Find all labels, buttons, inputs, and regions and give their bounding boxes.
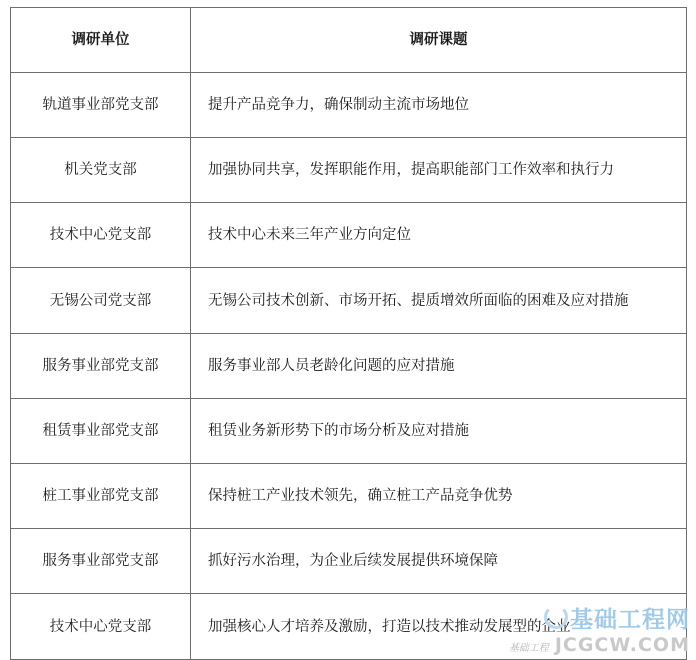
research-topic-cell: 加强协同共享，发挥职能作用，提高职能部门工作效率和执行力: [191, 138, 687, 203]
table-row: [11, 529, 687, 594]
cut-off-top-text: [0, 0, 696, 6]
watermark-brand-sub: 基础工程: [508, 643, 549, 654]
research-unit-cell: 服务事业部党支部: [11, 529, 191, 594]
header-research-topic: 调研课题: [191, 8, 687, 73]
table-row: [11, 268, 687, 334]
table-row: [11, 594, 687, 660]
research-unit-cell: 服务事业部党支部: [11, 334, 191, 399]
research-unit-cell: 技术中心党支部: [11, 594, 191, 660]
research-topic-cell: 技术中心未来三年产业方向定位: [191, 203, 687, 268]
watermark-brand-cn: 基础工程网: [570, 607, 690, 633]
research-topic-cell: 服务事业部人员老龄化问题的应对措施: [191, 334, 687, 399]
header-research-unit: 调研单位: [11, 8, 191, 73]
table-row: [11, 464, 687, 529]
research-unit-cell: 租赁事业部党支部: [11, 399, 191, 464]
research-unit-cell: 技术中心党支部: [11, 203, 191, 268]
research-topic-cell: 抓好污水治理，为企业后续发展提供环境保障: [191, 529, 687, 594]
table-row: [11, 203, 687, 268]
research-topics-table: [10, 7, 687, 660]
research-unit-cell: 桩工事业部党支部: [11, 464, 191, 529]
table-row: [11, 334, 687, 399]
research-topic-cell: 无锡公司技术创新、市场开拓、提质增效所面临的困难及应对措施: [191, 268, 687, 334]
table-row: [11, 73, 687, 138]
research-topic-cell: 租赁业务新形势下的市场分析及应对措施: [191, 399, 687, 464]
table-header-row: [11, 8, 687, 73]
table-row: [11, 399, 687, 464]
research-unit-cell: 无锡公司党支部: [11, 268, 191, 334]
research-unit-cell: 机关党支部: [11, 138, 191, 203]
research-topic-cell: 加强核心人才培养及激励，打造以技术推动发展型的企业: [191, 594, 687, 660]
research-unit-cell: 轨道事业部党支部: [11, 73, 191, 138]
research-topic-cell: 提升产品竞争力，确保制动主流市场地位: [191, 73, 687, 138]
research-topic-cell: 保持桩工产业技术领先，确立桩工产品竞争优势: [191, 464, 687, 529]
table-row: [11, 138, 687, 203]
watermark-brand-en: JCGCW.COM: [554, 634, 690, 656]
